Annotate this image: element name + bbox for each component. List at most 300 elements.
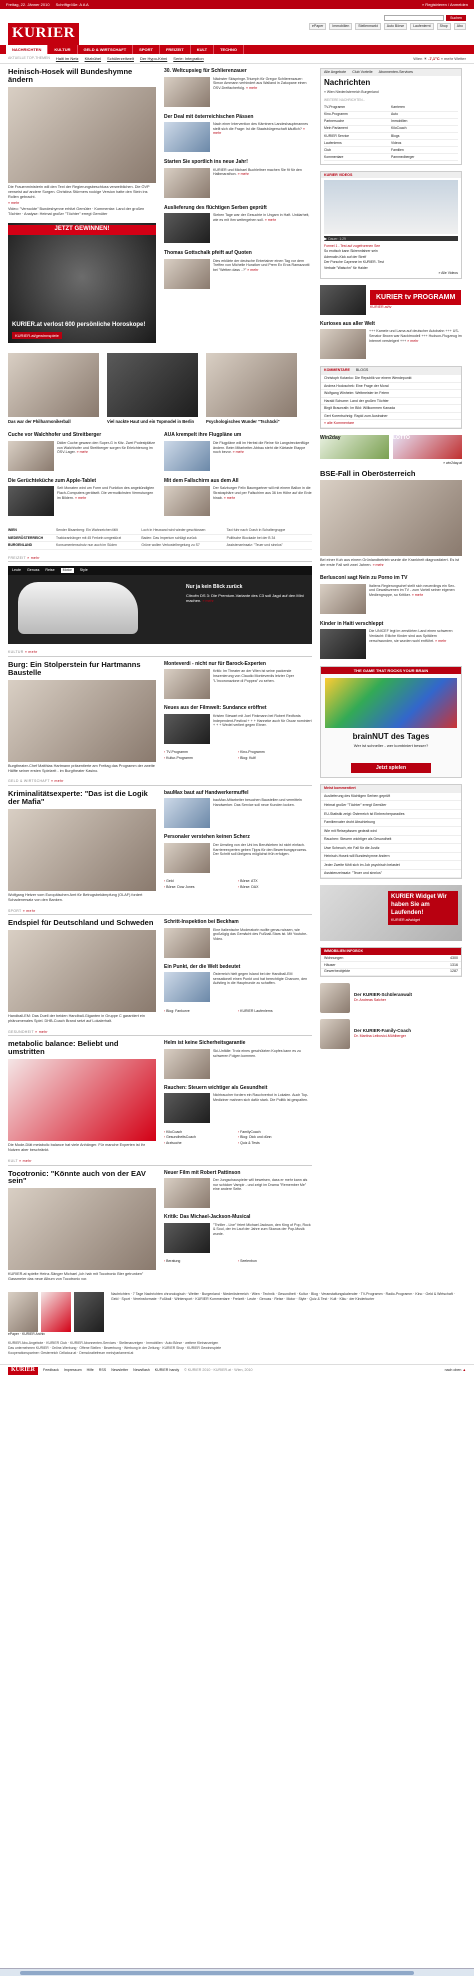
immobilien-header: IMMOBILIEN INFOBOX	[321, 948, 461, 955]
car-photo[interactable]	[18, 582, 138, 634]
section-headline[interactable]: Burg: Ein Stolperstein fur Hartmanns Baustelle	[8, 659, 141, 677]
video-item[interactable]: Formel 1 - Test auf zugefrorenen See	[324, 243, 381, 248]
list-item[interactable]: Heimat großer "Töchter" erregt Gemüter	[321, 801, 461, 810]
nachrichten-link[interactable]: Immobilien	[391, 119, 458, 126]
footer-link[interactable]: Newsletter	[111, 1368, 129, 1373]
teaser-more-link[interactable]: » mehr	[435, 638, 447, 643]
person-name[interactable]: Dr. Andreas Salcher	[354, 998, 386, 1003]
teaser-title[interactable]: Thomas Gottschalk pfeift auf Quoten	[164, 250, 252, 256]
promo-button[interactable]: KURIER.at/gewinnspiele	[12, 332, 62, 339]
teaser-photo[interactable]	[164, 1093, 210, 1123]
video-player[interactable]	[324, 180, 458, 234]
weather-sun-icon: ☀	[423, 55, 428, 61]
sidebar-tab-abo[interactable]: Abonnenten-Services	[378, 70, 413, 74]
section-photo[interactable]	[8, 680, 156, 762]
news-teaser[interactable]	[8, 478, 156, 517]
play-icon[interactable]: ▶	[324, 236, 328, 242]
ad-win2day[interactable]	[320, 435, 389, 459]
section-link[interactable]: › Arztsuche	[164, 1140, 238, 1146]
region-label[interactable]: BURGENLAND	[8, 543, 33, 548]
tab-nachrichten[interactable]: NACHRICHTEN	[6, 45, 48, 54]
news-teaser[interactable]	[164, 114, 312, 153]
table-row[interactable]	[321, 955, 461, 962]
section-headline[interactable]: Tocotronic: "Könnte auch von der EAV sein"	[8, 1168, 146, 1186]
list-item[interactable]: Uwe Scheuch, ein Fall für die Justiz	[321, 844, 461, 853]
topic-link-hypo[interactable]: Der Hypo-Krimi	[139, 55, 168, 61]
region-link[interactable]: Traktoranhänger mit 45 Ferkeln umgestürzt	[56, 535, 122, 540]
teaser-text: KURIER und Michael Buchleitner machen Sie fit für den Halbmarathon.	[213, 167, 302, 177]
scrollbar-thumb[interactable]	[20, 1971, 414, 1975]
gallery-photo[interactable]	[206, 353, 297, 417]
search-input[interactable]	[384, 15, 444, 21]
ad-row	[320, 435, 462, 459]
section-more-link[interactable]: » mehr	[24, 650, 38, 655]
nachrichten-link[interactable]: KiloCoach	[391, 126, 458, 133]
kurioses-title[interactable]: Kurioses aus aller Welt	[320, 320, 375, 327]
teaser-title[interactable]: Kinder in Haiti verschleppt	[320, 620, 384, 627]
play-now-button[interactable]: Jetzt spielen	[351, 763, 431, 774]
imm-label: Wohnungen	[324, 955, 344, 960]
comment-item[interactable]: Christoph Kotanko: Die Republik vor einem Wendepunkt	[321, 375, 461, 383]
teaser-title[interactable]: Cuche vor Walchhofer und Streitberger	[8, 432, 102, 439]
nachrichten-link[interactable]: TV-Programm	[324, 105, 391, 112]
header-link-epaper[interactable]: ePaper	[309, 23, 326, 30]
section-link[interactable]: › Blog: Dick und dünn	[238, 1135, 312, 1141]
nachrichten-link[interactable]: Kino-Programm	[324, 112, 391, 119]
nachrichten-regions[interactable]: » Wien Niederösterreich Burgenland	[324, 90, 379, 95]
teaser-photo[interactable]	[320, 629, 366, 659]
blood-drops-photo[interactable]	[8, 1059, 156, 1141]
video-item[interactable]: Der Porsche Cayenne im KURIER- Test	[324, 260, 384, 265]
teaser-title[interactable]: Monteverdi - nicht nur für Barock-Experten	[164, 660, 266, 667]
brain-title: brainNUT des Tages	[352, 732, 430, 742]
table-row[interactable]	[321, 962, 461, 969]
gallery-tab-style[interactable]: Style	[79, 568, 88, 573]
bse-more-link[interactable]: » mehr	[372, 563, 384, 568]
region-link[interactable]: Politische Blockade bei der B 34	[226, 535, 276, 540]
teaser-title[interactable]: Auslieferung des flüchtigen Serben geprüft	[164, 204, 267, 211]
teaser-more-link[interactable]: » mehr	[232, 450, 244, 455]
promo-banner: JETZT GEWINNEN!	[8, 225, 156, 235]
region-link[interactable]: Taxi fuhr nach Crash in Schaltergruppe	[226, 528, 286, 533]
footer-line[interactable]: KURIER Abo-Angebote · KURIER Club · KURIER Abonnenten-Services · Stellenanzeigen · Immobilien · Auto Börse · weitere Kleinanzeigen	[8, 1340, 219, 1345]
topic-link-integration[interactable]: Serie: Integration	[173, 55, 204, 61]
comment-item[interactable]: Birgit Braunrath: Im Bild: Willkommen Kanada	[321, 405, 461, 413]
weather-more-link[interactable]: » mehr Wetter	[440, 55, 466, 61]
teaser-more-link[interactable]: » mehr	[237, 172, 249, 177]
section-label: GELD & WIRTSCHAFT	[8, 779, 50, 784]
login-link[interactable]: » Registrieren / Anmelden	[421, 1, 468, 7]
avatar[interactable]	[320, 983, 350, 1013]
kurioses-box[interactable]	[320, 321, 462, 360]
teaser-photo[interactable]	[164, 1178, 210, 1208]
comment-item[interactable]: Wolfgang Winheim: Weltmeister im Feiern	[321, 390, 461, 398]
header-link-abo[interactable]: Abo	[454, 23, 466, 30]
teaser-text: Der Salzburger Felix Baumgartner will mit einem Ballon in die Stratosphäre und per Fallschirm aus 36 km Höhe auf die Erde hinab.	[213, 486, 312, 500]
section-link[interactable]: › Börse: DAX	[238, 885, 312, 891]
section-photo[interactable]	[8, 1188, 156, 1270]
region-link[interactable]: Loch in Heuwand wird wieder geschlossen	[141, 528, 206, 533]
nachrichten-link[interactable]: Partnersuche	[324, 119, 391, 126]
region-link[interactable]: Konsumentenschutz nun auch im Süden	[56, 543, 117, 548]
comment-item[interactable]: Harald Schume: Land der großen Töchter	[321, 398, 461, 406]
teaser-photo[interactable]	[164, 798, 210, 828]
list-item[interactable]: Jeder Zweite fühlt sich im Job psychisch belastet	[321, 861, 461, 870]
immobilien-infobox	[320, 947, 462, 976]
teaser-photo[interactable]	[8, 441, 54, 471]
section-link[interactable]: › KURIER Laufenlerns	[238, 1008, 312, 1014]
ad-lotto[interactable]	[393, 435, 462, 459]
widget-text: KURIER Widget Wir haben Sie am Laufenden!	[391, 894, 447, 916]
news-teaser[interactable]	[164, 205, 312, 244]
teaser-photo[interactable]	[164, 486, 210, 516]
gallery-photo[interactable]	[8, 353, 99, 417]
teaser-text: Italiens Regierungschef stellt sich neuerdings ein Sex- und Gewaltszenen im TV - zum Vorteil seiner eigenen Mediengruppe, so Kritiker.	[369, 583, 456, 598]
header-link-autoboerse[interactable]: Auto Börse	[384, 23, 407, 30]
section-link[interactable]: › Seelenbon	[238, 1259, 312, 1265]
teaser-title[interactable]: Personaler verstehen keinen Scherz	[164, 834, 250, 841]
footer-line[interactable]: Das unternehmen KURIER · Online-Werbung · Offene Stellen · Bewerbung · Werbung in der Zeitung · KURIER Shop · KURIER Gewinnspiele	[8, 1345, 222, 1350]
section-headline[interactable]: metabolic balance: Beliebt und umstritten	[8, 1039, 119, 1057]
imm-count: 4300	[450, 955, 458, 960]
teaser-photo[interactable]	[164, 843, 210, 873]
lead-photo[interactable]	[8, 87, 156, 183]
news-column	[164, 68, 312, 349]
teaser-title[interactable]: Rauchen: Steuern wichtiger als Gesundheit	[164, 1084, 268, 1091]
footer-link[interactable]: RSS	[98, 1368, 107, 1373]
list-item[interactable]: EU-Statistik zeigt: Österreich ist Einbrecherparadies	[321, 810, 461, 819]
topic-link-haiti[interactable]: Haiti im Netz	[55, 55, 79, 61]
horoscope-promo[interactable]	[8, 223, 156, 343]
nachrichten-link[interactable]: Laufenlerns	[324, 140, 391, 147]
section-link[interactable]: › Börse: ATX	[238, 879, 312, 885]
region-label[interactable]: WIEN	[8, 528, 17, 533]
section-headline[interactable]: Endspiel für Deutschland und Schweden	[8, 918, 154, 928]
list-item[interactable]: Wie mit Reisepässen gedealt wird	[321, 827, 461, 836]
tab-kultur[interactable]: KULTUR	[48, 45, 77, 54]
nachrichten-link[interactable]: Pammedberger	[391, 154, 458, 161]
section-link[interactable]: › Geld	[164, 879, 238, 885]
video-item[interactable]: Adrenalin-Kick auf der Streif	[324, 254, 367, 259]
weather-temp: -7,1°C	[428, 55, 440, 61]
teaser-more-link[interactable]: » mehr	[213, 126, 305, 136]
right-sidebar	[320, 68, 462, 1282]
section-text: Handball-EM: Das Duell der beiden Handball-Giganten in Gruppe C garantiert ein phänomenales Spiel. DHB-Coach Brand setzt auf Lokalerhalt.	[8, 1014, 145, 1023]
tab-techno[interactable]: TECHNO	[214, 45, 244, 54]
header-link-laufenlernt[interactable]: Laufenlernt	[410, 23, 434, 30]
gallery-more-link[interactable]: » mehr	[202, 598, 214, 603]
schueleranwalt-box[interactable]	[320, 983, 462, 1013]
lead-related-links[interactable]: Video: "Verrockte" Bundeshymne erhitzt Gemüter · Kommentar: Land der großen Töchter · Analyse: Heimat großer "Töchter" erregt Gemüter	[8, 207, 145, 217]
person-title[interactable]: Der KURIER-Schüleranwalt	[354, 992, 413, 998]
section-kult	[8, 1170, 312, 1283]
footer-link[interactable]: Feedback	[43, 1368, 59, 1373]
imm-label: Gewerbeobjekte	[324, 969, 351, 974]
gallery-caption[interactable]: Psychologisches Wunder "Tschäcki"	[206, 419, 280, 425]
tv-logo[interactable]: KURIER tv PROGRAMM	[370, 290, 461, 305]
widget-link[interactable]: KURIER.at/widget	[391, 917, 420, 922]
teaser-title[interactable]: bauMax baut auf Handwerkermuffel	[164, 789, 249, 796]
news-teaser[interactable]	[164, 432, 312, 471]
teaser-photo[interactable]	[164, 1049, 210, 1079]
weather-city: Wien	[413, 55, 423, 61]
comment-item[interactable]: Gert Korentschnig: Rapid zum Austrainer	[321, 413, 461, 421]
footer-sitemap[interactable]: Nachrichten · 7 Tage Nachrichten chronologisch · Wetter · Burgenland · Niederösterreich · Wien · Technik · Gesundheit · Kultur · Blog · Veranstaltungskalender · TV-Programm · Radio-Programm · Kino · Geld & Wirtschaft · Geld · Sport · Vereinsformate · Fußball · Wintersport · KURIER Kommentare · Freizeit · Leute · Genuss · Reise · Motor · Style · Quiz & Test · Kult · Kiku · der Kinderkurier	[111, 1292, 455, 1301]
header-link-stellenmarkt[interactable]: Stellenmarkt	[355, 23, 380, 30]
gallery-tab-motor[interactable]: Motor	[62, 568, 72, 573]
list-item[interactable]: Assistenzeinsatz: "Teuer und sinnlos"	[321, 870, 461, 879]
teaser-photo[interactable]	[164, 669, 210, 699]
sidebar-tab-club[interactable]: Club Vorteile	[352, 70, 373, 74]
section-photo[interactable]	[8, 809, 156, 891]
teaser-title[interactable]: Starten Sie sportlich ins neue Jahr!	[164, 159, 248, 165]
news-teaser[interactable]	[164, 159, 312, 198]
list-item[interactable]: Rauchen: Steuern wichtiger als Gesundheit	[321, 836, 461, 845]
kurioses-more-link[interactable]: » mehr	[407, 338, 419, 343]
tv-photo[interactable]	[320, 285, 366, 315]
teaser-more-link[interactable]: » mehr	[74, 495, 87, 500]
sidebar-tabs	[321, 69, 461, 76]
teaser-text: Die Flugpläne will im Herbst die Reine für Langstreckenflüge ändern. Beim Mitarbeiter-Abbau steht die Kärtaste Etappe noch bevor.	[213, 440, 310, 455]
list-item[interactable]: Auslieferung des flüchtigen Serben geprüft	[321, 793, 461, 802]
widget-ad[interactable]	[320, 885, 462, 941]
section-more-link[interactable]: » mehr	[19, 1158, 32, 1163]
person-title[interactable]: Der KURIER-Family-Coach	[354, 1028, 412, 1034]
footer-link[interactable]: Hilfe	[86, 1368, 94, 1373]
teaser-more-link[interactable]: » mehr	[411, 593, 423, 598]
section-link[interactable]: › Kino-Programm	[238, 750, 312, 756]
section-links	[164, 1259, 312, 1265]
teaser-photo[interactable]	[164, 168, 210, 198]
horizontal-scrollbar[interactable]	[0, 1968, 474, 1976]
nachrichten-link[interactable]: Familien	[391, 147, 458, 154]
teaser-photo[interactable]	[164, 77, 210, 107]
teaser-title[interactable]: Neuer Film mit Robert Pattinson	[164, 1169, 241, 1176]
tab-sport[interactable]: SPORT	[133, 45, 160, 54]
tab-freizeit[interactable]: FREIZEIT	[160, 45, 191, 54]
nachrichten-link[interactable]: KURIER Service	[324, 133, 391, 140]
region-link[interactable]: Grüne wollen Verkostellregelung zu S7	[141, 543, 200, 548]
teaser-more-link[interactable]: » mehr	[223, 495, 235, 500]
teaser-photo[interactable]	[164, 972, 210, 1002]
brain-game-image[interactable]	[325, 678, 457, 728]
section-link[interactable]: › TV-Programm	[164, 750, 238, 756]
gallery-tab-reise[interactable]: Reise	[45, 568, 55, 573]
region-link[interactable]: Assistenzeinsatz: "Teuer und sinnlos"	[226, 543, 283, 548]
teaser-title[interactable]: Kritik: Das Michael-Jackson-Musical	[164, 1214, 251, 1221]
gallery-title[interactable]: Nur ja kein Blick zurück	[186, 584, 243, 591]
epaper-link[interactable]: ePaper · KURIER Archiv	[8, 1332, 45, 1337]
teaser-title[interactable]: Mit dem Fallschirm aus dem All	[164, 477, 239, 484]
section-text: Wolfgang Hetzer vom Europäischen Amt für Betrugsbekämpfung (OLAF) fordert Schadenersatz von den Banken.	[8, 892, 143, 902]
gallery-photo[interactable]	[107, 353, 198, 417]
topic-link-kitzbuehel[interactable]: Kitzbühel	[84, 55, 102, 61]
section-link[interactable]: › FamilyCoach	[238, 1129, 312, 1135]
nachrichten-link[interactable]: Mein Parlament	[324, 126, 391, 133]
teaser-title[interactable]: Schritt-Inspektion bei Beckham	[164, 919, 239, 926]
news-teaser[interactable]	[164, 250, 312, 289]
epaper-thumb[interactable]	[41, 1292, 71, 1332]
bse-teaser[interactable]	[320, 470, 462, 569]
lead-headline[interactable]: Heinisch-Hosek will Bundeshymne ändern	[8, 67, 133, 84]
teaser-title[interactable]: Ein Punkt, der die Welt bedeutet	[164, 963, 241, 970]
news-teaser[interactable]	[8, 432, 156, 471]
weather-widget[interactable]	[413, 56, 466, 61]
section-link[interactable]: › Blog: Kult!	[238, 755, 312, 761]
gallery-caption[interactable]: Viel nackte Haut und ein Topmodel in Berlin	[107, 419, 195, 425]
teaser-more-link[interactable]: » mehr	[76, 450, 88, 455]
section-more-link[interactable]: » mehr	[27, 555, 40, 560]
all-comments-link[interactable]: » alle Kommentare	[321, 420, 461, 428]
list-item[interactable]: Heinisch-Hosek will Bundeshymne ändern	[321, 853, 461, 862]
teaser-title[interactable]: Neues aus der Filmwelt: Sundance eröffnet	[164, 705, 267, 712]
nachrichten-link[interactable]: Kommentare	[324, 154, 391, 161]
footer-link[interactable]: Impressum	[63, 1368, 82, 1373]
teaser-title[interactable]: 30. Weltcupsieg für Schlierenzauer	[164, 68, 247, 74]
teaser-title[interactable]: Die Gerüchteküche zum Apple-Tablet	[8, 477, 97, 484]
section-link[interactable]: › Beratung	[164, 1259, 238, 1265]
gallery-item[interactable]	[206, 353, 297, 424]
section-links	[164, 750, 312, 761]
teaser-text: Die UNICEF legt im zerstörten Land einen schweren Verdacht: Etliche Kinder sind aus Spitälern verschwunden, sie wurden wohl entführt.	[369, 629, 453, 643]
section-link[interactable]: › KiloCoach	[164, 1129, 238, 1135]
region-label[interactable]: NIEDERÖSTERREICH	[8, 535, 44, 540]
section-label: GESUNDHEIT	[8, 1029, 34, 1034]
kurier-logo[interactable]: KURIER	[8, 23, 79, 45]
nachrichten-link[interactable]: Blogs	[391, 133, 458, 140]
tab-geld-wirtschaft[interactable]: GELD & WIRTSCHAFT	[78, 45, 134, 54]
section-link[interactable]: › Kultur-Programm	[164, 755, 238, 761]
section-more-link[interactable]: » mehr	[22, 908, 36, 913]
ad-link[interactable]: » win2day.at	[443, 461, 462, 466]
teaser-photo[interactable]	[8, 486, 54, 516]
nachrichten-title[interactable]: Nachrichten	[324, 77, 371, 87]
news-teaser[interactable]	[320, 621, 462, 660]
teaser-photo[interactable]	[164, 213, 210, 243]
section-headline[interactable]: Kriminalitätsexperte: "Das ist die Logik der Mafia"	[8, 788, 148, 806]
all-videos-link[interactable]: » Alle Videos	[438, 271, 458, 276]
footer-link[interactable]: Newsflash	[133, 1368, 150, 1373]
teaser-photo[interactable]	[164, 928, 210, 958]
teaser-photo[interactable]	[164, 714, 210, 744]
search-button[interactable]: Suchen	[446, 15, 466, 21]
lead-more-link[interactable]: » mehr	[8, 200, 20, 205]
teaser-photo[interactable]	[164, 122, 210, 152]
comment-item[interactable]: Andrea Hodoschek: Eine Frage der Moral	[321, 383, 461, 391]
region-link[interactable]: Sender Bisamberg: Ein Wahrzeichen fällt	[56, 528, 118, 533]
section-link[interactable]: › Blog: Fankurve	[164, 1008, 238, 1014]
sidebar-tab-angebote[interactable]: Alle Angebote	[324, 70, 347, 74]
lead-text: Die Frauenministerin will den Text der Regierungsbeschluss verweiblichen. Die ÖVP verweist auf andere Sorgen. Christina Stürmers rockige Version hatte den Stein ins Rollen gebracht.	[8, 184, 150, 199]
teaser-more-link[interactable]: » mehr	[245, 85, 258, 90]
teaser-photo[interactable]	[164, 441, 210, 471]
kurioses-photo[interactable]	[320, 329, 366, 359]
bse-title[interactable]: BSE-Fall in Oberösterreich	[320, 468, 416, 478]
gallery-item[interactable]	[107, 353, 198, 424]
nachrichten-box	[320, 68, 462, 165]
nachrichten-link[interactable]: Videos	[391, 140, 458, 147]
avatar[interactable]	[320, 1019, 350, 1049]
footer-line[interactable]: Kooperationspartner: Oesterreich Cellatour.at · Demokratiefreum mein/parlament.at	[8, 1350, 134, 1355]
tv-link[interactable]: KURIER.at/tv	[370, 305, 392, 310]
teaser-title[interactable]: Helm ist keine Sicherheitsgarantie	[164, 1040, 246, 1047]
header-service-links	[309, 23, 466, 30]
nachrichten-link[interactable]: Karrieren	[391, 105, 458, 112]
section-link[interactable]: › Quiz & Tests	[238, 1140, 312, 1146]
section-more-link[interactable]: » mehr	[35, 1029, 48, 1034]
footer-logo[interactable]: KURIER	[8, 1367, 38, 1375]
tab-kommentare[interactable]: KOMMENTARE	[324, 368, 350, 373]
teaser-photo[interactable]	[320, 584, 366, 614]
gallery-caption[interactable]: Das war der Philharmonikerball	[8, 419, 71, 425]
back-to-top-link[interactable]	[445, 1368, 466, 1373]
nachrichten-link[interactable]: Club	[324, 147, 391, 154]
section-photo[interactable]	[8, 930, 156, 1012]
topic-link-schuelerzeitwelt[interactable]: Schülerzeitwelt	[107, 55, 134, 61]
table-row	[8, 542, 312, 549]
gallery-tab-leute[interactable]: Leute	[12, 568, 21, 573]
tab-blogs[interactable]: BLOGS	[355, 368, 369, 373]
font-size-control[interactable]: Schriftgröße: A A A	[55, 1, 89, 7]
teaser-more-link[interactable]: » mehr	[247, 267, 259, 272]
teaser-text: Eine Italienische Moderatorin wollte genau wissen, wie großzügig das Gemächt des Fußball-Stars ist. Mit Youtube-Video.	[213, 927, 308, 941]
header-link-immobilien[interactable]: Immobilien	[329, 23, 352, 30]
section-text: KURIER.at spielte Heinz-Sänger Michael „Ich hab mit Tocotronic Bier getrunken" Gassmeier das neue Album von Tocotronic vor.	[8, 1272, 144, 1282]
teaser-photo[interactable]	[164, 259, 210, 289]
teaser-title[interactable]: Berlusconi sagt Nein zu Porno im TV	[320, 575, 408, 582]
gallery-item[interactable]	[8, 353, 99, 424]
section-more-link[interactable]: » mehr	[51, 779, 64, 784]
family-coach-box[interactable]	[320, 1019, 462, 1049]
tab-kult[interactable]: KULT	[191, 45, 214, 54]
teaser-text: bauMax-Mitarbeiter besuchen Baustellen und vermitteln Handwerker. Das Service soll neue Kunden locken.	[213, 798, 302, 808]
header	[0, 9, 474, 45]
person-name[interactable]: Dr. Martina Leibovici-Mühlberger	[354, 1034, 406, 1039]
tv-program-box[interactable]	[320, 285, 462, 315]
news-teaser[interactable]	[320, 575, 462, 614]
section-header-geld	[8, 779, 312, 786]
teaser-photo[interactable]	[164, 1223, 210, 1253]
video-item[interactable]: So erotisch kann Skirennfahrer sein	[324, 249, 378, 254]
epaper-thumb[interactable]	[74, 1292, 104, 1332]
brainnut-ad[interactable]	[320, 666, 462, 778]
section-link[interactable]: › Börse: Dow Jones	[164, 885, 238, 891]
table-row[interactable]	[321, 969, 461, 976]
gallery-tab-genuss[interactable]: Genuss	[27, 568, 40, 573]
section-gesundheit	[8, 1040, 312, 1153]
cow-photo[interactable]	[320, 480, 462, 556]
ad-label: Win2day	[320, 435, 341, 442]
footer-link[interactable]: KURIER handy	[154, 1368, 180, 1373]
teaser-more-link[interactable]: » mehr	[264, 217, 276, 222]
section-link[interactable]: › GesundheitsCoach	[164, 1135, 238, 1141]
news-teaser[interactable]	[164, 478, 312, 517]
teaser-title[interactable]: Der Deal mit österreichischen Pässen	[164, 113, 254, 120]
video-item[interactable]: Verbale "Watschn" für Haider	[324, 265, 368, 270]
news-teaser[interactable]	[164, 68, 312, 107]
region-link[interactable]: Baden: Das Imperium schlägt zurück	[141, 535, 197, 540]
teaser-title[interactable]: AUA krempelt ihre Flugpläne um	[164, 432, 242, 439]
table-row	[8, 527, 312, 534]
section-label: KULTUR	[8, 650, 24, 655]
header-link-shop[interactable]: Shop	[437, 23, 451, 30]
epaper-thumb[interactable]	[8, 1292, 38, 1332]
list-item[interactable]: Familienvater droht Abschiebung	[321, 819, 461, 828]
nachrichten-link[interactable]: Auto	[391, 112, 458, 119]
comments-box	[320, 366, 462, 429]
video-list	[321, 241, 461, 278]
top-topics-bar	[0, 54, 474, 64]
